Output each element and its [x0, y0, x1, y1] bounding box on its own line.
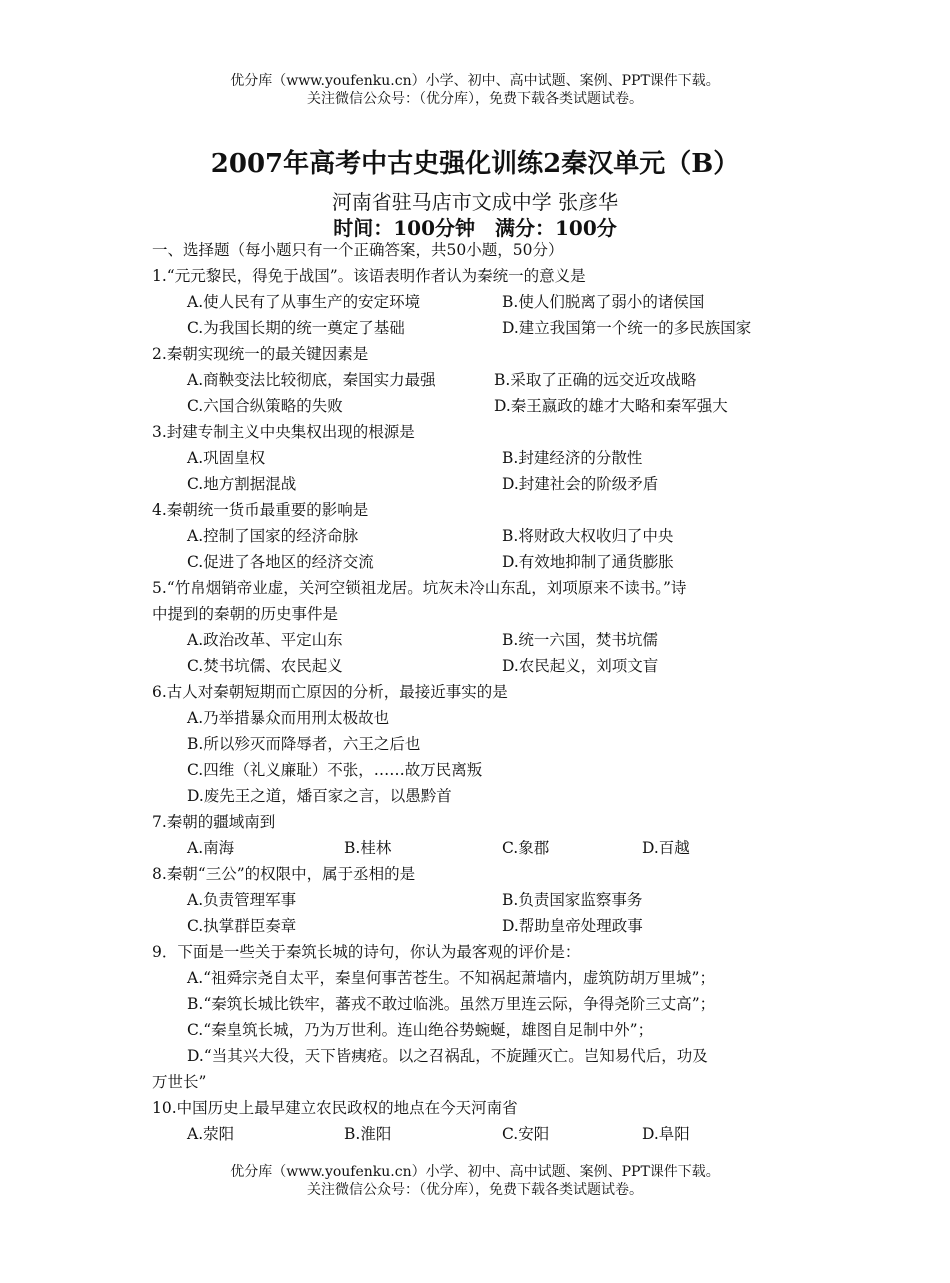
option-c: C.四维（礼义廉耻）不张，……故万民离叛: [187, 761, 483, 779]
option-a: A.负责管理军事: [187, 891, 297, 909]
option-row: [152, 471, 802, 497]
question-stem: 6.古人对秦朝短期而亡原因的分析，最接近事实的是: [152, 683, 508, 701]
option-row: [152, 705, 802, 731]
option-row: [152, 835, 802, 861]
header-banner: [0, 72, 950, 108]
option-row: [152, 991, 802, 1017]
option-c: C.执掌群臣奏章: [187, 917, 297, 935]
option-row: [152, 653, 802, 679]
option-b: B.桂林: [344, 839, 392, 857]
question-stem: 9．下面是一些关于秦筑长城的诗句，你认为最客观的评价是：: [152, 943, 581, 961]
option-row: [152, 315, 802, 341]
footer-banner: [0, 1163, 950, 1199]
option-a: A.控制了国家的经济命脉: [187, 527, 359, 545]
option-b: B.统一六国，焚书坑儒: [502, 631, 658, 649]
option-c: C.“秦皇筑长城，乃为万世利。连山绝谷势蜿蜒，雄图自足制中外”；: [187, 1021, 654, 1039]
option-a: A.商鞅变法比较彻底，秦国实力最强: [187, 371, 436, 389]
question-stem: 8.秦朝“三公”的权限中，属于丞相的是: [152, 865, 416, 883]
option-d: D.阜阳: [642, 1125, 690, 1143]
option-row: [152, 289, 802, 315]
option-row: [152, 731, 802, 757]
option-d: D.帮助皇帝处理政事: [502, 917, 643, 935]
option-a: A.荥阳: [187, 1125, 235, 1143]
option-d: D.百越: [642, 839, 690, 857]
author-line: 河南省驻马店市文成中学 张彦华: [331, 190, 619, 214]
option-row: [152, 887, 802, 913]
question-stem: 7.秦朝的疆域南到: [152, 813, 276, 831]
option-row: [152, 1043, 802, 1069]
option-d: D.有效地抑制了通货膨胀: [502, 553, 674, 571]
option-d: D.建立我国第一个统一的多民族国家: [502, 319, 752, 337]
question-stem: 4.秦朝统一货币最重要的影响是: [152, 501, 369, 519]
option-row: [152, 627, 802, 653]
option-row: [152, 1017, 802, 1043]
time-score-line: 时间：100分钟 满分：100分: [333, 216, 617, 240]
question-stem: 2.秦朝实现统一的最关键因素是: [152, 345, 369, 363]
banner-line-1: 优分库（www.youfenku.cn）小学、初中、高中试题、案例、PPT课件下载。: [230, 73, 720, 89]
section-heading: 一、选择题（每小题只有一个正确答案，共50小题，50分）: [152, 241, 564, 259]
option-b: B.淮阳: [344, 1125, 392, 1143]
option-c: C.为我国长期的统一奠定了基础: [187, 319, 405, 337]
question-stem: 1.“元元黎民，得免于战国”。该语表明作者认为秦统一的意义是: [152, 267, 586, 285]
option-b: B.将财政大权收归了中央: [502, 527, 674, 545]
option-c: C.六国合纵策略的失败: [187, 397, 343, 415]
option-b: B.封建经济的分散性: [502, 449, 643, 467]
option-row: [152, 757, 802, 783]
question-list: [152, 237, 802, 1147]
option-b: B.采取了正确的远交近攻战略: [494, 371, 697, 389]
option-d: D.“当其兴大役，天下皆痍疮。以之召祸乱，不旋踵灭亡。岂知易代后，功及: [187, 1047, 708, 1065]
option-row: [152, 523, 802, 549]
banner-line-2: 关注微信公众号：（优分库），免费下载各类试题试卷。: [307, 1182, 643, 1198]
question-stem: 5.“竹帛烟销帝业虚，关河空锁祖龙居。坑灰未冷山东乱，刘项原来不读书。”诗: [152, 579, 687, 597]
option-c: C.焚书坑儒、农民起义: [187, 657, 343, 675]
banner-line-2: 关注微信公众号：（优分库），免费下载各类试题试卷。: [307, 91, 643, 107]
option-c: C.象郡: [502, 839, 550, 857]
option-a: A.“祖舜宗尧自太平，秦皇何事苦苍生。不知祸起萧墙内，虚筑防胡万里城”；: [187, 969, 715, 987]
option-d: D.农民起义，刘项文盲: [502, 657, 659, 675]
option-row: [152, 367, 802, 393]
option-b: B.使人们脱离了弱小的诸侯国: [502, 293, 705, 311]
option-c: C.促进了各地区的经济交流: [187, 553, 374, 571]
option-d-continued: 万世长”: [152, 1073, 207, 1091]
page-title: 2007年高考中古史强化训练2秦汉单元（B）: [210, 149, 740, 179]
option-d: D.废先王之道，燔百家之言，以愚黔首: [187, 787, 452, 805]
option-row: [152, 913, 802, 939]
banner-line-1: 优分库（www.youfenku.cn）小学、初中、高中试题、案例、PPT课件下载。: [230, 1164, 720, 1180]
question-stem: 10.中国历史上最早建立农民政权的地点在今天河南省: [152, 1099, 518, 1117]
option-row: [152, 549, 802, 575]
option-a: A.使人民有了从事生产的安定环境: [187, 293, 421, 311]
option-c: C.安阳: [502, 1125, 550, 1143]
question-stem-continued: 中提到的秦朝的历史事件是: [152, 605, 339, 623]
option-b: B.“秦筑长城比铁牢，蕃戎不敢过临洮。虽然万里连云际，争得尧阶三丈高”；: [187, 995, 716, 1013]
option-d: D.秦王嬴政的雄才大略和秦军强大: [494, 397, 728, 415]
option-row: [152, 393, 802, 419]
option-b: B.负责国家监察事务: [502, 891, 643, 909]
option-a: A.乃举措暴众而用刑太极故也: [187, 709, 390, 727]
option-a: A.巩固皇权: [187, 449, 266, 467]
option-a: A.政治改革、平定山东: [187, 631, 343, 649]
option-a: A.南海: [187, 839, 235, 857]
option-b: B.所以殄灭而降辱者，六王之后也: [187, 735, 421, 753]
option-row: [152, 1121, 802, 1147]
option-d: D.封建社会的阶级矛盾: [502, 475, 659, 493]
option-c: C.地方割据混战: [187, 475, 297, 493]
option-row: [152, 445, 802, 471]
question-stem: 3.封建专制主义中央集权出现的根源是: [152, 423, 415, 441]
option-row: [152, 965, 802, 991]
option-row: [152, 783, 802, 809]
